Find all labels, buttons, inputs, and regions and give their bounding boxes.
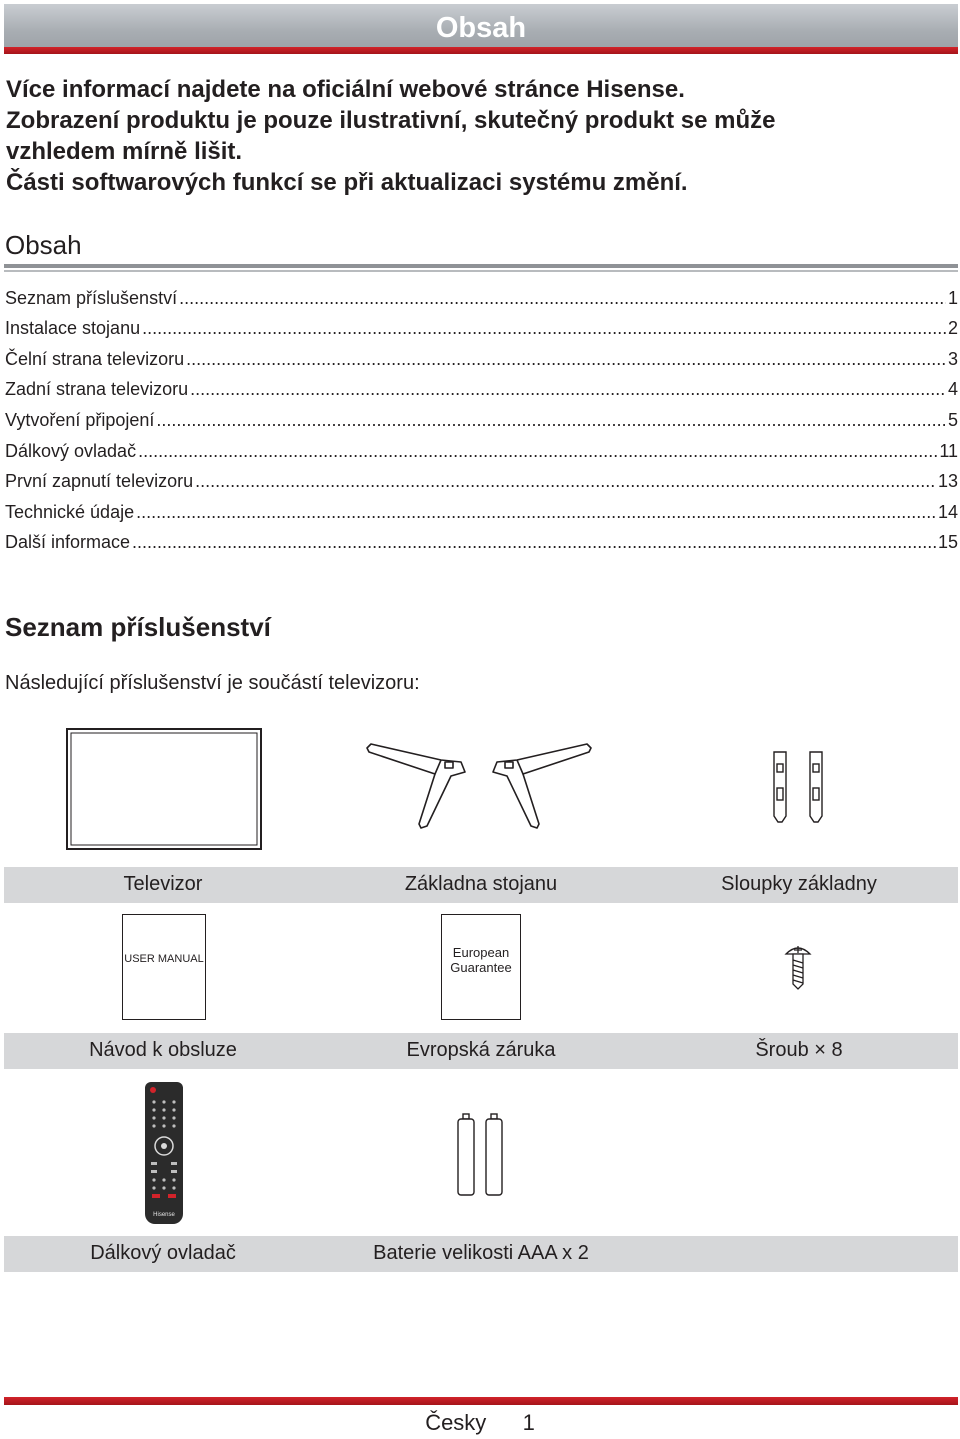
toc-entry-page: 4 xyxy=(947,379,958,400)
toc-leader-dots xyxy=(156,405,946,435)
toc-entry-label: Technické údaje xyxy=(5,501,135,522)
accessories-intro: Následující příslušenství je součástí televizoru: xyxy=(5,672,420,694)
page-title: Obsah xyxy=(435,12,527,44)
toc-entry[interactable] xyxy=(5,466,958,497)
toc-entry[interactable] xyxy=(5,496,958,527)
accessory-label-bar xyxy=(4,1236,958,1272)
toc-leader-dots xyxy=(142,313,946,343)
footer-page-number: 1 xyxy=(522,1410,535,1435)
toc-entry[interactable] xyxy=(5,282,958,313)
accessories-title: Seznam příslušenství xyxy=(5,612,271,642)
toc-entry-page: 15 xyxy=(937,532,958,553)
accessory-label: Dálkový ovladač xyxy=(90,1242,236,1264)
toc-entry-label: Seznam příslušenství xyxy=(5,287,178,308)
guarantee-illustration xyxy=(441,914,521,1020)
toc-entry[interactable] xyxy=(5,313,958,344)
toc-leader-dots xyxy=(179,283,946,313)
remote-brand-text: Hisense xyxy=(153,1212,175,1218)
toc-entry-page: 3 xyxy=(947,348,958,369)
toc-entry-label: Zadní strana televizoru xyxy=(5,379,189,400)
footer-language: Česky xyxy=(425,1410,487,1435)
tv-illustration xyxy=(66,728,262,850)
accessory-label: Evropská záruka xyxy=(406,1039,556,1061)
toc-entry-label: Instalace stojanu xyxy=(5,318,141,339)
guarantee-cover-text: Guarantee xyxy=(450,960,512,975)
accessory-label: Návod k obsluze xyxy=(89,1039,237,1061)
intro-line: vzhledem mírně lišit. xyxy=(6,138,243,165)
toc-entry-page: 14 xyxy=(937,501,958,522)
footer xyxy=(0,1410,960,1436)
toc-leader-dots xyxy=(136,497,936,527)
toc-divider xyxy=(4,264,958,268)
toc-entry[interactable] xyxy=(5,343,958,374)
aaa-batteries-illustration xyxy=(455,1112,509,1196)
toc-leader-dots xyxy=(138,436,937,466)
intro-line: Více informací najdete na oficiální webové stránce Hisense. xyxy=(6,76,685,103)
remote-buttons xyxy=(145,1082,183,1224)
toc-leader-dots xyxy=(190,374,946,404)
toc-entry-page: 1 xyxy=(947,287,958,308)
accessory-label-bar xyxy=(4,867,958,903)
toc-entry-page: 13 xyxy=(937,471,958,492)
accessory-label: Baterie velikosti AAA x 2 xyxy=(373,1242,589,1264)
manual-cover-text: USER MANUAL xyxy=(124,953,204,965)
toc-entry-label: Vytvoření připojení xyxy=(5,409,155,430)
accessory-label: Šroub × 8 xyxy=(755,1039,843,1061)
footer-bar xyxy=(4,1397,958,1405)
toc-entry[interactable] xyxy=(5,435,958,466)
toc-divider-thin xyxy=(4,270,958,272)
toc-entry-page: 11 xyxy=(939,440,958,461)
guarantee-cover-text: European xyxy=(452,945,510,960)
toc-entry-page: 2 xyxy=(947,318,958,339)
accessory-label-bar xyxy=(4,1033,958,1069)
accessory-label: Základna stojanu xyxy=(404,873,558,895)
user-manual-illustration xyxy=(122,914,206,1020)
toc-entry-page: 5 xyxy=(947,409,958,430)
base-post-illustration xyxy=(768,750,828,824)
remote-illustration xyxy=(145,1082,183,1224)
toc-entry-label: Čelní strana televizoru xyxy=(5,348,185,369)
header-bar xyxy=(4,4,958,54)
accessory-label: Televizor xyxy=(123,873,203,895)
toc-entry[interactable] xyxy=(5,404,958,435)
toc-entry-label: První zapnutí televizoru xyxy=(5,471,194,492)
toc-entry-label: Další informace xyxy=(5,532,131,553)
stand-base-illustration xyxy=(365,740,593,832)
accessory-label: Sloupky základny xyxy=(721,873,877,895)
toc-entry[interactable] xyxy=(5,374,958,405)
toc-title: Obsah xyxy=(5,230,82,260)
toc-list xyxy=(5,282,958,557)
intro-text xyxy=(6,74,946,198)
intro-line: Zobrazení produktu je pouze ilustrativní, skutečný produkt se může xyxy=(6,107,776,134)
screw-illustration xyxy=(784,944,812,990)
intro-line: Části softwarových funkcí se při aktualizaci systému změní. xyxy=(6,169,688,196)
toc-entry-label: Dálkový ovladač xyxy=(5,440,137,461)
toc-leader-dots xyxy=(186,344,946,374)
toc-leader-dots xyxy=(195,466,936,496)
toc-entry[interactable] xyxy=(5,527,958,558)
toc-leader-dots xyxy=(132,527,936,557)
